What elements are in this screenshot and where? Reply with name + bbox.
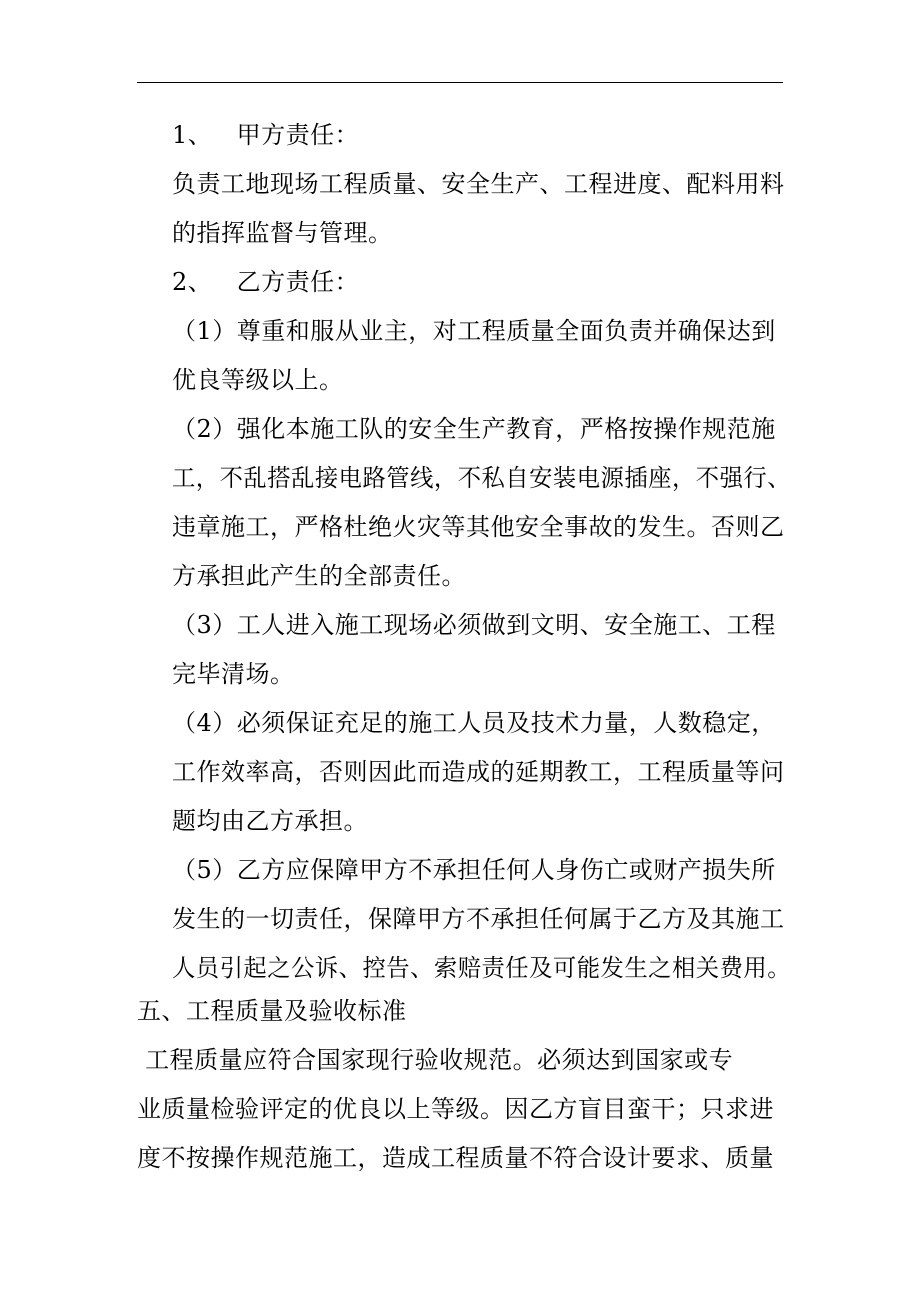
paragraph-line: 工，不乱搭乱接电路管线，不私自安装电源插座，不强行、 <box>172 464 791 492</box>
paragraph-line: 负责工地现场工程质量、安全生产、工程进度、配料用料 <box>172 170 785 198</box>
paragraph-line: （4）必须保证充足的施工人员及技术力量，人数稳定， <box>172 709 776 737</box>
paragraph-line: 工作效率高，否则因此而造成的延期教工，工程质量等问 <box>172 758 785 786</box>
paragraph-line: 优良等级以上。 <box>172 366 344 394</box>
paragraph-line: 完毕清场。 <box>172 660 295 688</box>
paragraph-line: 度不按操作规范施工，造成工程质量不符合设计要求、质量 <box>137 1144 774 1172</box>
header-rule <box>137 82 783 83</box>
paragraph-line: 工程质量应符合国家现行验收规范。必须达到国家或专 <box>137 1046 734 1074</box>
paragraph-line: 题均由乙方承担。 <box>172 807 368 835</box>
section-five-heading: 五、工程质量及验收标准 <box>137 997 407 1025</box>
paragraph-line: 违章施工，严格杜绝火灾等其他安全事故的发生。否则乙 <box>172 513 785 541</box>
paragraph-line: （2）强化本施工队的安全生产教育，严格按操作规范施 <box>172 415 776 443</box>
paragraph-line: （1）尊重和服从业主，对工程质量全面负责并确保达到 <box>172 317 776 345</box>
clause-party-b-heading: 2、 乙方责任： <box>172 268 360 296</box>
clause-party-a-heading: 1、 甲方责任： <box>172 121 360 149</box>
paragraph-line: 方承担此产生的全部责任。 <box>172 562 466 590</box>
paragraph-line: 发生的一切责任，保障甲方不承担任何属于乙方及其施工 <box>172 905 785 933</box>
paragraph-line: 业质量检验评定的优良以上等级。因乙方盲目蛮干；只求进 <box>137 1095 774 1123</box>
paragraph-line: 人员引起之公诉、控告、索赔责任及可能发生之相关费用。 <box>172 954 791 982</box>
paragraph-line: 的指挥监督与管理。 <box>172 219 393 247</box>
paragraph-line: （3）工人进入施工现场必须做到文明、安全施工、工程 <box>172 611 776 639</box>
paragraph-line: （5）乙方应保障甲方不承担任何人身伤亡或财产损失所 <box>172 856 776 884</box>
